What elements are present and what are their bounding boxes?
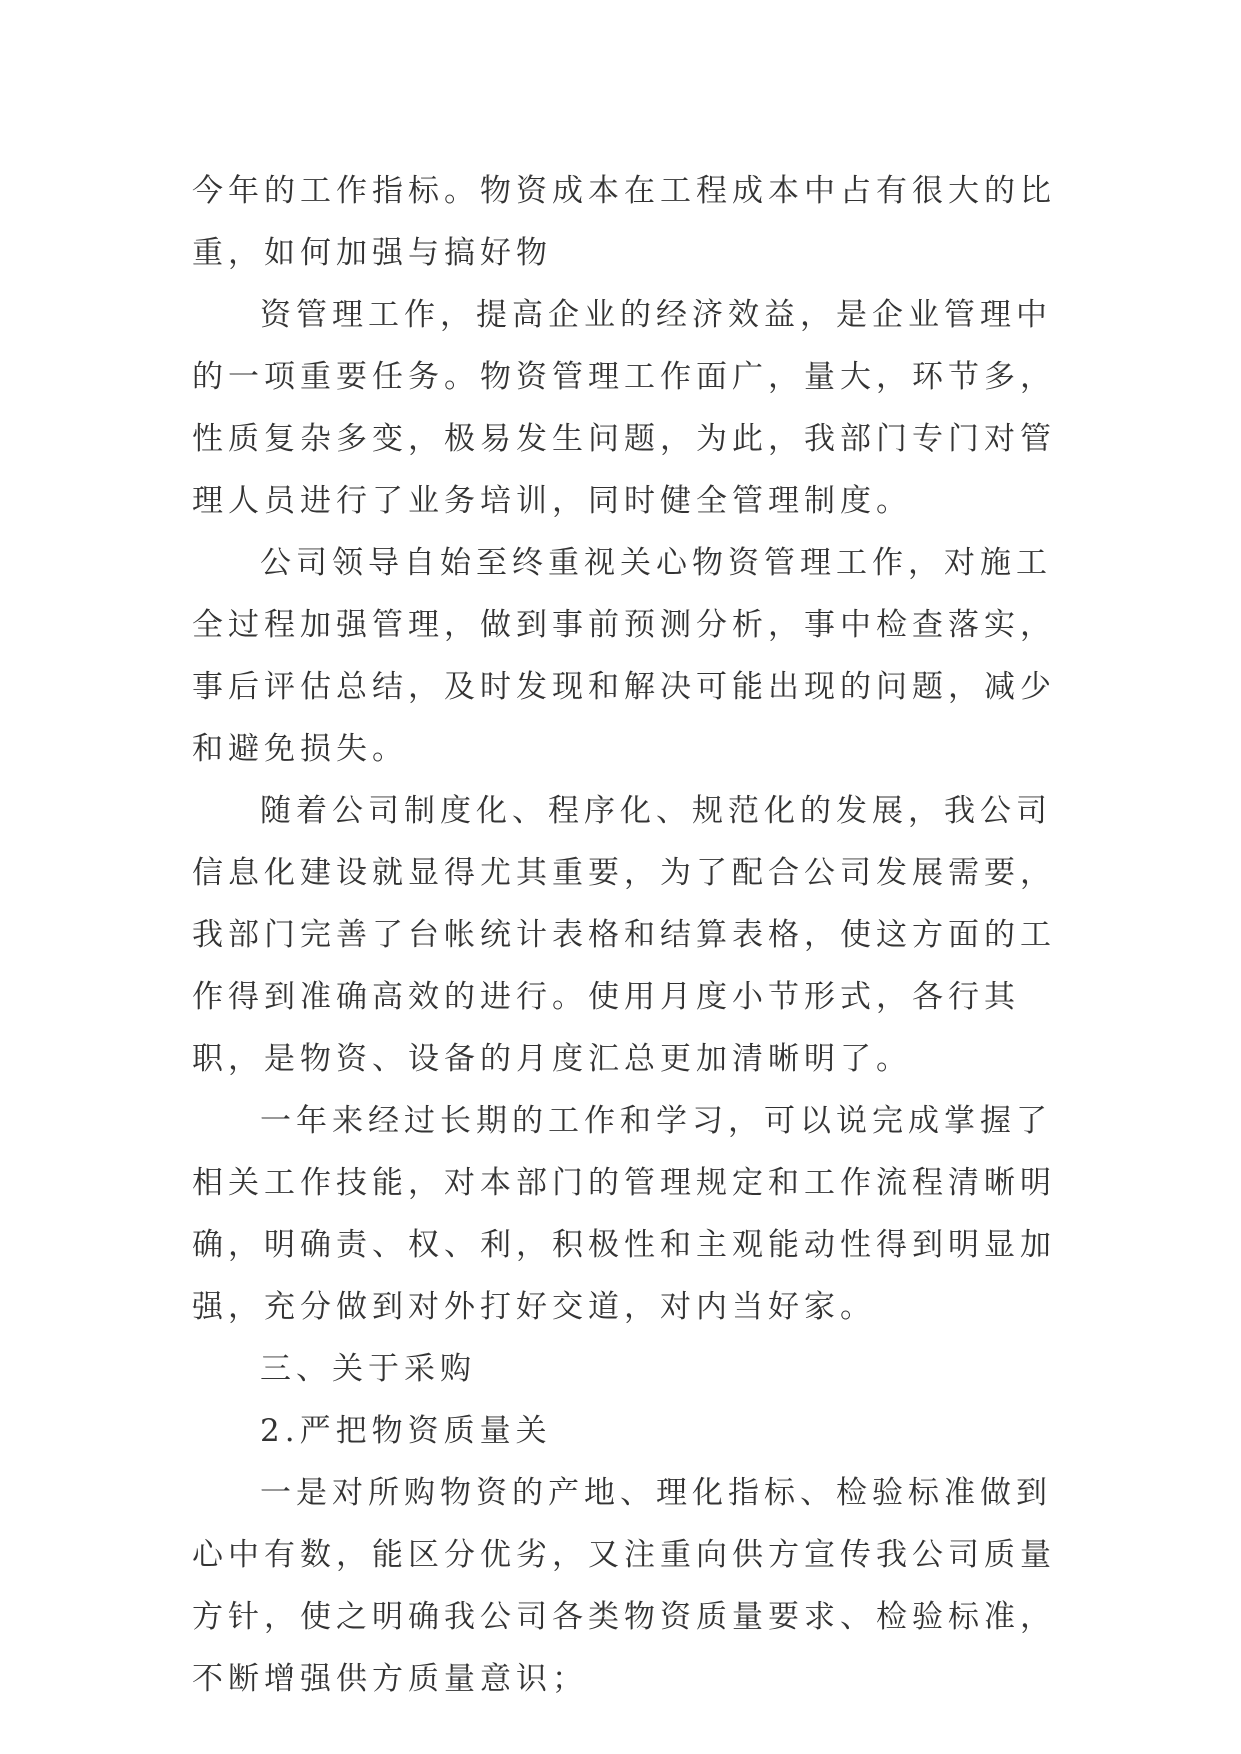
document-body <box>192 160 1072 1710</box>
paragraph-3: 公司领导自始至终重视关心物资管理工作，对施工全过程加强管理，做到事前预测分析，事中检查落实，事后评估总结，及时发现和解决可能出现的问题，减少和避免损失。 <box>192 545 1056 767</box>
paragraph-2: 资管理工作，提高企业的经济效益，是企业管理中的一项重要任务。物资管理工作面广，量大，环节多，性质复杂多变，极易发生问题，为此，我部门专门对管理人员进行了业务培训，同时健全管理制度。 <box>192 297 1056 519</box>
subsection-heading: 2.严把物资质量关 <box>260 1413 552 1449</box>
paragraph-5: 一年来经过长期的工作和学习，可以说完成掌握了相关工作技能，对本部门的管理规定和工作流程清晰明确，明确责、权、利，积极性和主观能动性得到明显加强，充分做到对外打好交道，对内当好家。 <box>192 1103 1056 1325</box>
paragraph-4: 随着公司制度化、程序化、规范化的发展，我公司信息化建设就显得尤其重要，为了配合公司发展需要，我部门完善了台帐统计表格和结算表格，使这方面的工作得到准确高效的进行。使用月度小节形式，各行其职，是物资、设备的月度汇总更加清晰明了。 <box>192 793 1056 1077</box>
section-heading: 三、关于采购 <box>260 1351 476 1387</box>
paragraph-6: 一是对所购物资的产地、理化指标、检验标准做到心中有数，能区分优劣，又注重向供方宣传我公司质量方针，使之明确我公司各类物资质量要求、检验标准，不断增强供方质量意识； <box>192 1475 1056 1697</box>
paragraph-1: 今年的工作指标。物资成本在工程成本中占有很大的比重，如何加强与搞好物 <box>192 173 1056 271</box>
